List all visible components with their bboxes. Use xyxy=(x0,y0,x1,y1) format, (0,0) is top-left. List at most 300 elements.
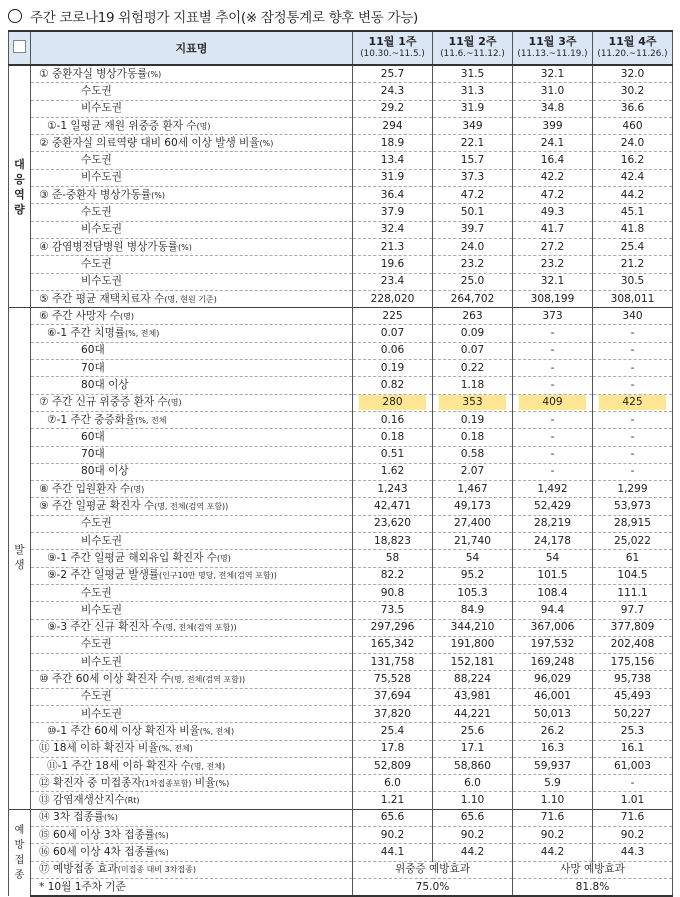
value-cell xyxy=(513,550,593,567)
value-cell xyxy=(353,636,433,653)
indicator-label: 수도권 xyxy=(81,257,112,270)
value-cell xyxy=(433,671,513,688)
table-row xyxy=(9,827,673,844)
value-text: 25.6 xyxy=(460,724,485,737)
indicator-label: 70대 xyxy=(81,448,105,461)
indicator-name xyxy=(31,584,353,601)
value-text: 377,809 xyxy=(610,621,655,634)
value-cell xyxy=(513,498,593,515)
value-cell xyxy=(593,740,673,757)
value-text: 23.2 xyxy=(460,257,485,270)
value-text: 175,156 xyxy=(610,655,655,668)
value-cell xyxy=(433,481,513,498)
indicator-unit: (인구10만 명당, 전체(검역 포함)) xyxy=(159,571,277,581)
value-cell xyxy=(513,238,593,255)
value-cell xyxy=(593,377,673,394)
value-text: 75,528 xyxy=(373,673,412,686)
value-text: 0.19 xyxy=(380,361,405,374)
indicator-label: ⑨-2 주간 일평균 발생률 xyxy=(47,569,160,582)
value-cell xyxy=(593,567,673,584)
page-title-text: 주간 코로나19 위험평가 지표별 추이(※ 잠정통계로 향후 변동 가능) xyxy=(30,10,418,26)
value-cell xyxy=(593,688,673,705)
value-cell xyxy=(593,463,673,480)
table-row xyxy=(9,117,673,134)
value-text: 263 xyxy=(462,309,483,322)
value-cell xyxy=(513,636,593,653)
value-cell xyxy=(433,567,513,584)
value-cell xyxy=(593,498,673,515)
value-cell xyxy=(593,792,673,809)
value-text: 50,227 xyxy=(613,707,652,720)
value-text: 32.0 xyxy=(620,67,645,80)
value-text: 50.1 xyxy=(460,206,485,219)
value-cell xyxy=(353,723,433,740)
value-cell xyxy=(513,394,593,411)
value-text: 19.6 xyxy=(380,257,405,270)
indicator-label: 수도권 xyxy=(81,84,112,97)
indicator-unit: (%, 전체 xyxy=(135,415,167,425)
value-cell xyxy=(433,463,513,480)
header-week-2 xyxy=(433,31,513,65)
header-week-range: (11.6.~11.12.) xyxy=(440,49,505,59)
indicator-name xyxy=(31,878,353,896)
value-cell xyxy=(353,238,433,255)
value-text: 42.2 xyxy=(540,171,565,184)
value-cell xyxy=(513,256,593,273)
indicator-label: 비수도권 xyxy=(81,655,122,668)
value-text: 52,809 xyxy=(373,759,412,772)
indicator-name xyxy=(31,256,353,273)
value-text: 25.7 xyxy=(380,67,405,80)
value-text: 73.5 xyxy=(380,603,405,616)
value-cell xyxy=(513,308,593,325)
value-cell xyxy=(513,273,593,290)
value-cell xyxy=(593,83,673,100)
value-cell xyxy=(353,325,433,342)
indicator-unit: (명) xyxy=(130,484,145,494)
value-cell xyxy=(353,654,433,671)
indicator-name xyxy=(31,636,353,653)
value-cell xyxy=(513,602,593,619)
value-cell xyxy=(593,204,673,221)
indicator-name xyxy=(31,429,353,446)
header-week-label: 11월 2주 xyxy=(448,35,497,48)
value-text: 21.3 xyxy=(380,240,405,253)
value-text: 52,429 xyxy=(533,500,572,513)
value-cell xyxy=(433,533,513,550)
value-text: 31.0 xyxy=(540,84,565,97)
value-cell xyxy=(513,360,593,377)
indicator-label: ⑩ 주간 60세 이상 확진자 수 xyxy=(39,673,171,686)
indicator-name xyxy=(31,100,353,117)
indicator-unit: (%) xyxy=(104,813,118,823)
value-cell xyxy=(433,636,513,653)
value-text: 34.8 xyxy=(540,102,565,115)
table-row xyxy=(9,187,673,204)
indicator-label: 비수도권 xyxy=(81,603,122,616)
value-text: 29.2 xyxy=(380,102,405,115)
value-text: 45,493 xyxy=(613,690,652,703)
indicator-name xyxy=(31,809,353,826)
value-text: 280 xyxy=(359,395,426,410)
value-cell xyxy=(593,705,673,722)
indicator-unit: (%, 전체) xyxy=(124,329,160,339)
value-text: 373 xyxy=(542,309,563,322)
merged-value-cell: 75.0% xyxy=(353,878,513,896)
indicator-label: ⑭ 3차 접종률 xyxy=(39,811,105,824)
value-text: - xyxy=(630,327,635,340)
table-row xyxy=(9,705,673,722)
value-cell xyxy=(513,411,593,428)
value-cell xyxy=(353,169,433,186)
value-text: 96,029 xyxy=(533,673,572,686)
value-text: - xyxy=(630,344,635,357)
value-cell xyxy=(513,567,593,584)
value-text: 42,471 xyxy=(373,500,412,513)
value-cell xyxy=(433,809,513,826)
value-cell xyxy=(353,688,433,705)
indicator-name xyxy=(31,654,353,671)
value-cell xyxy=(593,273,673,290)
value-text: - xyxy=(630,448,635,461)
value-cell xyxy=(513,809,593,826)
table-row xyxy=(9,411,673,428)
indicator-name xyxy=(31,515,353,532)
indicator-unit: (명) xyxy=(216,553,231,563)
indicator-label: 비수도권 xyxy=(81,171,122,184)
value-cell xyxy=(353,463,433,480)
value-text: 0.19 xyxy=(460,413,485,426)
indicator-name xyxy=(31,308,353,325)
value-text: 225 xyxy=(382,309,403,322)
value-cell xyxy=(593,342,673,359)
value-text: 25.0 xyxy=(460,275,485,288)
value-text: 0.51 xyxy=(380,448,405,461)
indicator-label: 70대 xyxy=(81,361,105,374)
table-row xyxy=(9,446,673,463)
value-text: 16.2 xyxy=(620,154,645,167)
value-cell xyxy=(513,533,593,550)
indicator-name xyxy=(31,411,353,428)
indicator-name xyxy=(31,844,353,861)
value-cell xyxy=(433,740,513,757)
value-text: 42.4 xyxy=(620,171,645,184)
value-cell xyxy=(513,342,593,359)
value-text: 18.9 xyxy=(380,136,405,149)
value-cell xyxy=(433,723,513,740)
indicator-name xyxy=(31,238,353,255)
indicator-label: 수도권 xyxy=(81,154,112,167)
table-row xyxy=(9,775,673,792)
value-cell xyxy=(513,844,593,861)
value-cell xyxy=(513,429,593,446)
value-text: 24,178 xyxy=(533,534,572,547)
value-text: 15.7 xyxy=(460,154,485,167)
value-text: 90.2 xyxy=(620,828,645,841)
indicator-label: 비수도권 xyxy=(81,534,122,547)
value-text: 0.09 xyxy=(460,327,485,340)
value-cell xyxy=(513,723,593,740)
value-cell xyxy=(513,221,593,238)
value-text: 65.6 xyxy=(380,811,405,824)
value-cell xyxy=(433,377,513,394)
value-cell xyxy=(513,654,593,671)
value-cell xyxy=(353,809,433,826)
value-cell xyxy=(433,844,513,861)
value-cell xyxy=(433,411,513,428)
value-cell xyxy=(433,204,513,221)
value-cell xyxy=(593,654,673,671)
indicator-name xyxy=(31,463,353,480)
value-cell xyxy=(593,100,673,117)
value-text: 1.18 xyxy=(460,378,485,391)
value-text: 25.4 xyxy=(620,240,645,253)
table-row xyxy=(9,550,673,567)
value-cell xyxy=(353,550,433,567)
value-text: - xyxy=(550,327,555,340)
indicator-name xyxy=(31,619,353,636)
value-cell xyxy=(593,411,673,428)
value-text: 24.0 xyxy=(460,240,485,253)
indicator-label: ③ 준-중환자 병상가동률 xyxy=(39,188,152,201)
value-cell xyxy=(593,65,673,83)
value-cell xyxy=(433,827,513,844)
header-week-label: 11월 3주 xyxy=(528,35,577,48)
value-cell xyxy=(433,325,513,342)
indicator-label: ④ 감염병전담병원 병상가동률 xyxy=(39,240,179,253)
value-text: 54 xyxy=(545,551,560,564)
value-cell xyxy=(433,290,513,307)
value-text: 264,702 xyxy=(450,292,495,305)
indicator-unit: (미접종 대비 3차접종) xyxy=(117,865,196,875)
value-cell xyxy=(513,792,593,809)
indicator-unit: (%) xyxy=(151,190,165,200)
value-cell xyxy=(433,429,513,446)
circle-bullet-icon xyxy=(8,9,22,23)
value-text: 32.4 xyxy=(380,223,405,236)
value-text: 0.16 xyxy=(380,413,405,426)
value-text: 6.0 xyxy=(464,776,481,789)
value-text: 0.07 xyxy=(380,327,405,340)
value-cell xyxy=(593,394,673,411)
table-row xyxy=(9,567,673,584)
value-cell xyxy=(513,377,593,394)
value-text: 31.3 xyxy=(460,84,485,97)
value-cell xyxy=(353,394,433,411)
value-text: - xyxy=(550,344,555,357)
value-cell xyxy=(353,290,433,307)
value-text: 17.8 xyxy=(380,742,405,755)
value-cell xyxy=(593,117,673,134)
table-row xyxy=(9,325,673,342)
indicator-unit: (명) xyxy=(167,398,182,408)
value-cell xyxy=(353,827,433,844)
value-text: 37.3 xyxy=(460,171,485,184)
table-row xyxy=(9,65,673,83)
table-row xyxy=(9,204,673,221)
value-text: 44.2 xyxy=(540,846,565,858)
value-cell xyxy=(593,619,673,636)
indicator-label: ⑬ 감염재생산지수 xyxy=(39,794,125,807)
indicator-unit: (%) xyxy=(178,242,192,252)
value-text: 28,219 xyxy=(533,517,572,530)
value-text: 165,342 xyxy=(370,638,415,651)
value-cell xyxy=(513,83,593,100)
value-text: 82.2 xyxy=(380,569,405,582)
indicator-label: ⑥ 주간 사망자 수 xyxy=(39,309,121,322)
value-text: - xyxy=(550,361,555,374)
value-text: 6.0 xyxy=(384,776,401,789)
table-row xyxy=(9,792,673,809)
value-text: 169,248 xyxy=(530,655,575,668)
value-cell xyxy=(513,584,593,601)
value-cell xyxy=(353,152,433,169)
value-text: 104.5 xyxy=(617,569,648,582)
indicator-unit: (%) xyxy=(147,69,162,79)
value-text: 409 xyxy=(519,395,586,410)
indicator-name xyxy=(31,671,353,688)
value-text: 65.6 xyxy=(460,811,485,824)
indicator-label: 비수도권 xyxy=(81,275,122,288)
table-row xyxy=(9,844,673,861)
value-cell xyxy=(513,481,593,498)
table-row xyxy=(9,619,673,636)
indicator-label: ⑪-1 주간 18세 이하 확진자 수 xyxy=(47,759,191,772)
value-text: 308,011 xyxy=(610,292,655,305)
indicator-name xyxy=(31,705,353,722)
indicator-label-suffix: 비율 xyxy=(191,776,216,789)
value-text: - xyxy=(630,465,635,478)
header-week-3 xyxy=(513,31,593,65)
indicator-label: ⑪ 18세 이하 확진자 비율 xyxy=(39,742,159,755)
value-text: 23,620 xyxy=(373,517,412,530)
value-text: 90.8 xyxy=(380,586,405,599)
indicator-label: 80대 이상 xyxy=(81,465,129,478)
value-cell xyxy=(353,256,433,273)
value-text: 23.2 xyxy=(540,257,565,270)
value-text: 131,758 xyxy=(370,655,415,668)
indicator-name xyxy=(31,204,353,221)
indicator-label: ⑩-1 주간 60세 이상 확진자 비율 xyxy=(47,724,200,737)
value-text: 84.9 xyxy=(460,603,485,616)
value-text: 90.2 xyxy=(460,828,485,841)
indicator-label: ⑦-1 주간 중증화율 xyxy=(47,413,136,426)
value-cell xyxy=(593,325,673,342)
indicator-name xyxy=(31,775,353,792)
value-cell xyxy=(433,83,513,100)
value-text: 24.1 xyxy=(540,136,565,149)
indicator-name xyxy=(31,135,353,152)
value-cell xyxy=(433,792,513,809)
value-cell xyxy=(513,688,593,705)
value-cell xyxy=(433,619,513,636)
value-text: 54 xyxy=(465,551,480,564)
table-row xyxy=(9,152,673,169)
indicator-name xyxy=(31,498,353,515)
value-text: 36.6 xyxy=(620,102,645,115)
table-row xyxy=(9,238,673,255)
value-cell xyxy=(513,290,593,307)
value-text: 197,532 xyxy=(530,638,575,651)
table-row xyxy=(9,169,673,186)
table-header-row xyxy=(9,31,673,65)
value-text: 44.2 xyxy=(460,846,485,858)
value-text: 47.2 xyxy=(540,188,565,201)
table-row xyxy=(9,221,673,238)
value-cell xyxy=(433,273,513,290)
value-text: 95,738 xyxy=(613,673,652,686)
value-cell xyxy=(433,360,513,377)
indicator-unit: (%, 전체) xyxy=(158,744,193,754)
value-text: 88,224 xyxy=(453,673,492,686)
value-cell xyxy=(353,567,433,584)
indicator-unit: (명, 전체(검역 포함)) xyxy=(170,675,246,685)
value-cell xyxy=(433,187,513,204)
value-text: 24.0 xyxy=(620,136,645,149)
value-cell xyxy=(353,671,433,688)
value-text: 1,467 xyxy=(457,482,488,495)
value-text: 45.1 xyxy=(620,206,645,219)
value-cell xyxy=(353,602,433,619)
value-cell xyxy=(593,290,673,307)
value-text: 27,400 xyxy=(453,517,492,530)
indicator-label: 수도권 xyxy=(81,586,112,599)
table-row xyxy=(9,498,673,515)
value-text: 44.1 xyxy=(380,846,405,858)
value-text: 1,299 xyxy=(617,482,648,495)
value-cell xyxy=(353,342,433,359)
value-text: 353 xyxy=(439,395,506,410)
value-text: 2.07 xyxy=(460,465,485,478)
value-text: 58,860 xyxy=(453,759,492,772)
value-text: 47.2 xyxy=(460,188,485,201)
value-cell xyxy=(433,446,513,463)
value-cell xyxy=(353,135,433,152)
value-text: 344,210 xyxy=(450,621,495,634)
value-cell xyxy=(353,360,433,377)
group-label: 예방 접종 xyxy=(9,809,31,896)
indicator-label: ⑨ 주간 일평균 확진자 수 xyxy=(39,500,155,513)
header-corner xyxy=(9,31,31,65)
value-cell xyxy=(353,65,433,83)
value-cell xyxy=(353,117,433,134)
value-cell xyxy=(593,135,673,152)
table-row xyxy=(9,256,673,273)
indicator-name xyxy=(31,827,353,844)
indicator-name xyxy=(31,117,353,134)
table-row xyxy=(9,878,673,896)
indicator-name xyxy=(31,792,353,809)
table-row xyxy=(9,377,673,394)
value-text: 23.4 xyxy=(380,275,405,288)
value-text: 0.58 xyxy=(460,448,485,461)
indicator-name xyxy=(31,740,353,757)
indicator-label: ② 중환자실 의료역량 대비 60세 이상 발생 비율 xyxy=(39,136,260,149)
value-cell xyxy=(353,308,433,325)
value-cell xyxy=(513,515,593,532)
indicator-name xyxy=(31,325,353,342)
value-cell xyxy=(433,757,513,774)
value-cell xyxy=(353,100,433,117)
value-cell xyxy=(433,550,513,567)
value-cell xyxy=(353,187,433,204)
indicator-name xyxy=(31,567,353,584)
indicator-label: 수도권 xyxy=(81,517,112,530)
value-cell xyxy=(593,844,673,861)
value-text: 0.82 xyxy=(380,378,405,391)
value-cell xyxy=(593,308,673,325)
value-text: 1,492 xyxy=(537,482,568,495)
